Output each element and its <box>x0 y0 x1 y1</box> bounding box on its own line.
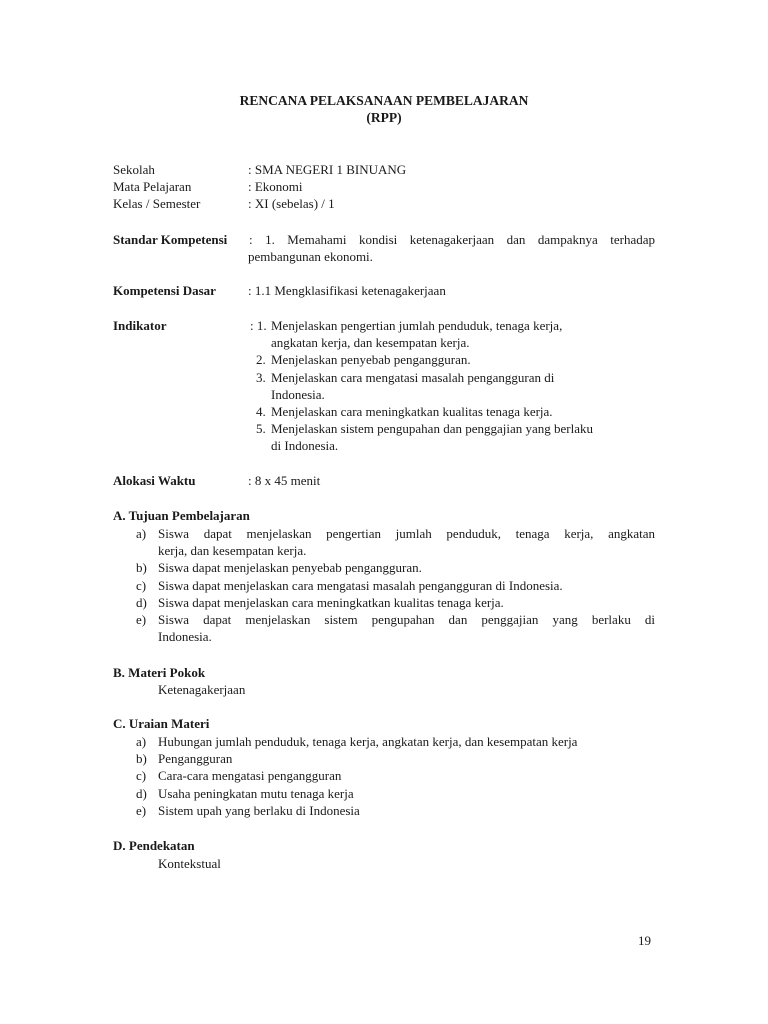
section-b-heading: B. Materi Pokok <box>113 665 206 680</box>
indikator-item-3-line-2: Indonesia. <box>271 387 325 402</box>
section-d-heading: D. Pendekatan <box>113 838 195 853</box>
section-c-item-c-marker: c) <box>136 768 147 783</box>
section-c-item-e-text: Sistem upah yang berlaku di Indonesia <box>158 803 360 818</box>
section-d-text: Kontekstual <box>158 856 221 871</box>
section-a-item-a-line-1: Siswa dapat menjelaskan pengertian jumlah penduduk, tenaga kerja, angkatan <box>158 526 655 541</box>
kelas-value: : XI (sebelas) / 1 <box>248 196 335 211</box>
standar-line-1: : 1. Memahami kondisi ketenagakerjaan dan dampaknya terhadap <box>249 232 655 247</box>
mapel-label: Mata Pelajaran <box>113 179 192 194</box>
document-subtitle: (RPP) <box>366 110 402 125</box>
document-title: RENCANA PELAKSANAAN PEMBELAJARAN <box>239 93 529 108</box>
section-a-item-d-marker: d) <box>136 595 147 610</box>
indikator-colon: : 1. <box>250 318 267 333</box>
indikator-item-2-line-1: Menjelaskan penyebab pengangguran. <box>271 352 471 367</box>
page-number: 19 <box>638 933 651 948</box>
section-c-item-b-text: Pengangguran <box>158 751 233 766</box>
section-c-item-d-marker: d) <box>136 786 147 801</box>
kelas-label: Kelas / Semester <box>113 196 201 211</box>
section-a-item-d-text: Siswa dapat menjelaskan cara meningkatkan kualitas tenaga kerja. <box>158 595 504 610</box>
section-c-item-a-text: Hubungan jumlah penduduk, tenaga kerja, angkatan kerja, dan kesempatan kerja <box>158 734 578 749</box>
standar-line-2: pembangunan ekonomi. <box>248 249 373 264</box>
section-c-item-e-marker: e) <box>136 803 147 818</box>
section-a-item-c-marker: c) <box>136 578 147 593</box>
sekolah-value: : SMA NEGERI 1 BINUANG <box>248 162 407 177</box>
indikator-item-3-number: 3. <box>256 370 266 385</box>
section-b-text: Ketenagakerjaan <box>158 682 246 697</box>
standar-label: Standar Kompetensi <box>113 232 228 247</box>
section-a-item-c-text: Siswa dapat menjelaskan cara mengatasi masalah pengangguran di Indonesia. <box>158 578 563 593</box>
indikator-item-5-line-2: di Indonesia. <box>271 438 339 453</box>
kompetensi-label: Kompetensi Dasar <box>113 283 216 298</box>
indikator-item-1-line-1: Menjelaskan pengertian jumlah penduduk, tenaga kerja, <box>271 318 563 333</box>
section-a-item-a-line-2: kerja, dan kesempatan kerja. <box>158 543 307 558</box>
indikator-item-5-line-1: Menjelaskan sistem pengupahan dan penggajian yang berlaku <box>271 421 594 436</box>
indikator-item-3-line-1: Menjelaskan cara mengatasi masalah pengangguran di <box>271 370 555 385</box>
section-c-item-c-text: Cara-cara mengatasi pengangguran <box>158 768 342 783</box>
section-a-item-e-line-1: Siswa dapat menjelaskan sistem pengupahan dan penggajian yang berlaku di <box>158 612 655 627</box>
alokasi-label: Alokasi Waktu <box>113 473 196 488</box>
section-a-item-a-marker: a) <box>136 526 147 541</box>
kompetensi-value: : 1.1 Mengklasifikasi ketenagakerjaan <box>248 283 446 298</box>
section-a-item-b-text: Siswa dapat menjelaskan penyebab pengangguran. <box>158 560 422 575</box>
indikator-item-2-number: 2. <box>256 352 266 367</box>
section-c-item-a-marker: a) <box>136 734 147 749</box>
indikator-item-5-number: 5. <box>256 421 266 436</box>
mapel-value: : Ekonomi <box>248 179 303 194</box>
section-a-heading: A. Tujuan Pembelajaran <box>113 508 250 523</box>
section-c-item-d-text: Usaha peningkatan mutu tenaga kerja <box>158 786 354 801</box>
sekolah-label: Sekolah <box>113 162 155 177</box>
indikator-item-4-line-1: Menjelaskan cara meningkatkan kualitas tenaga kerja. <box>271 404 553 419</box>
section-a-item-b-marker: b) <box>136 560 147 575</box>
indikator-item-4-number: 4. <box>256 404 266 419</box>
section-a-item-e-line-2: Indonesia. <box>158 629 212 644</box>
indikator-label: Indikator <box>113 318 167 333</box>
section-c-item-b-marker: b) <box>136 751 147 766</box>
section-a-item-e-marker: e) <box>136 612 147 627</box>
alokasi-value: : 8 x 45 menit <box>248 473 321 488</box>
section-c-heading: C. Uraian Materi <box>113 716 210 731</box>
indikator-item-1-line-2: angkatan kerja, dan kesempatan kerja. <box>271 335 470 350</box>
